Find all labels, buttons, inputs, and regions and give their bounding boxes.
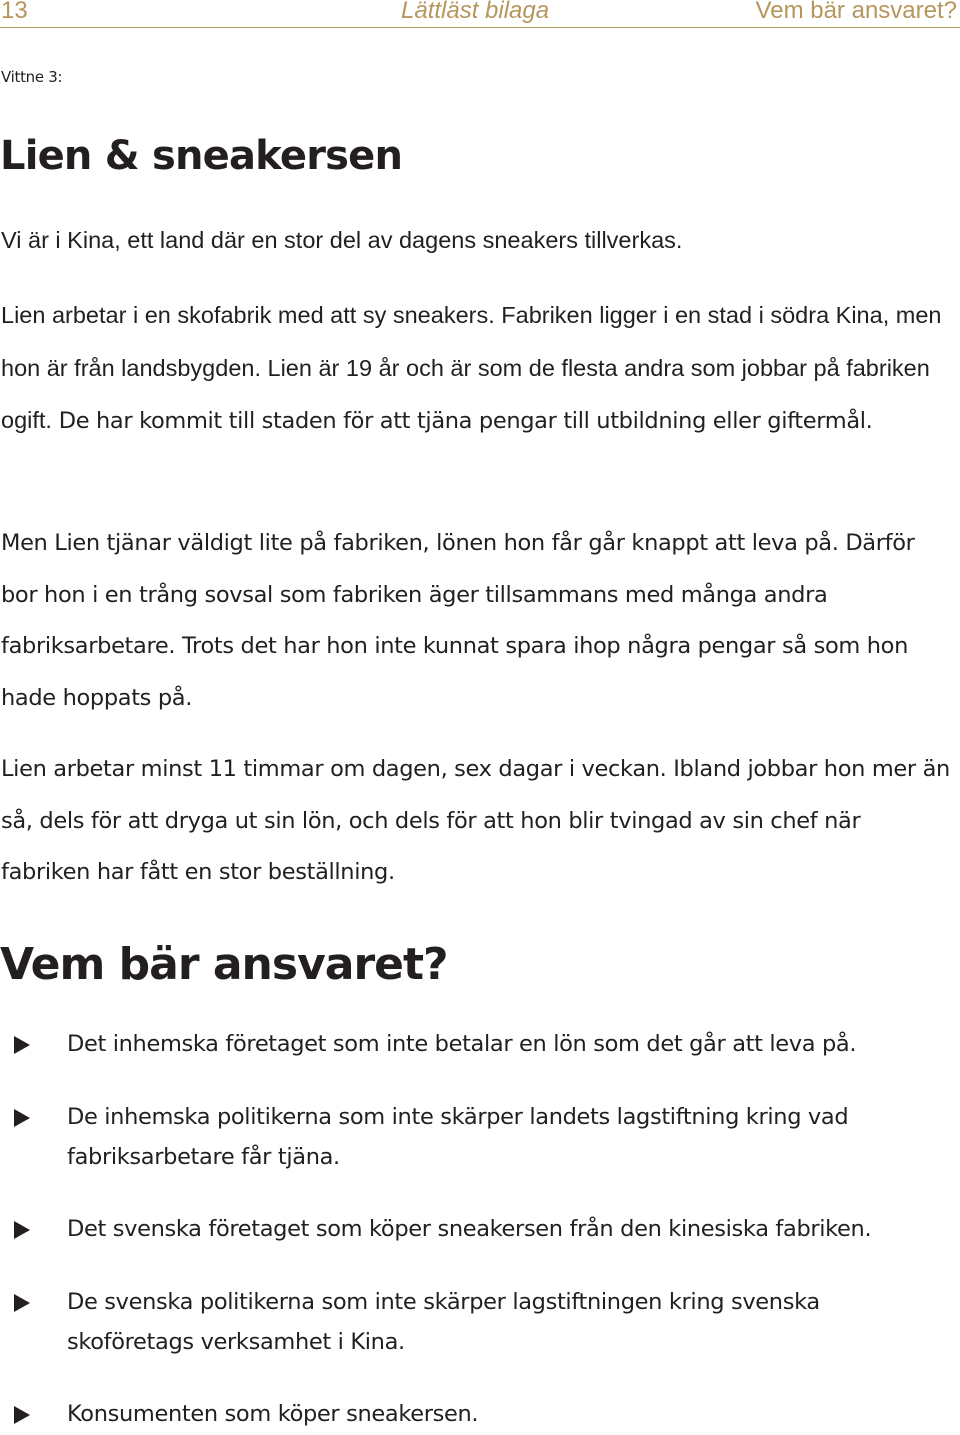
running-section-title: Vem bär ansvaret? bbox=[755, 0, 957, 24]
list-item-text: Konsumenten som köper sneakersen. bbox=[67, 1401, 479, 1427]
triangle-right-icon bbox=[14, 1406, 30, 1424]
page-number: 13 bbox=[1, 0, 28, 24]
page-header bbox=[0, 0, 960, 26]
story-paragraph-1 bbox=[1, 290, 951, 448]
intro-paragraph: Vi är i Kina, ett land där en stor del av dagens sneakers tillverkas. bbox=[1, 227, 683, 253]
triangle-right-icon bbox=[14, 1221, 30, 1239]
triangle-right-icon bbox=[14, 1294, 30, 1312]
header-divider bbox=[0, 27, 960, 28]
list-item-text: De svenska politikerna som inte skärper lagstiftningen kring svenska skoföretags verksamhet i Kina. bbox=[67, 1289, 820, 1355]
story-paragraph-3: Lien arbetar minst 11 timmar om dagen, sex dagar i veckan. Ibland jobbar hon mer än så, dels för att dryga ut sin lön, och dels för att hon blir tvingad av sin chef när fabriken har fått en stor beställning. bbox=[1, 756, 950, 885]
running-title: Lättläst bilaga bbox=[401, 0, 550, 24]
section-title: Vem bär ansvaret? bbox=[0, 939, 448, 990]
list-item-text: De inhemska politikerna som inte skärper landets lagstiftning kring vad fabriksarbetare får tjäna. bbox=[67, 1104, 849, 1170]
witness-label: Vittne 3: bbox=[1, 68, 63, 86]
triangle-right-icon bbox=[14, 1109, 30, 1127]
story-paragraph-1-rest: De har kommit till staden för att tjäna pengar till utbildning eller giftermål. bbox=[51, 408, 873, 434]
triangle-right-icon bbox=[14, 1036, 30, 1054]
list-item-text: Det svenska företaget som köper sneakersen från den kinesiska fabriken. bbox=[67, 1216, 872, 1242]
story-title: Lien & sneakersen bbox=[0, 133, 403, 179]
story-paragraph-1-lead: Lien arbetar i en skofabrik med att sy sneakers. Fabriken ligger i en stad i södra Kina, men hon är från landsbygden. Lien är 19 år och är som de flesta andra som jobbar på fabriken ogift. bbox=[1, 302, 942, 433]
story-paragraph-2: Men Lien tjänar väldigt lite på fabriken, lönen hon får går knappt att leva på. Därför bor hon i en trång sovsal som fabriken äger tillsammans med många andra fabriksarbetare. Trots det har hon inte kunnat spara ihop några pengar så som hon hade hoppats på. bbox=[1, 530, 915, 711]
list-item-text: Det inhemska företaget som inte betalar en lön som det går att leva på. bbox=[67, 1031, 857, 1057]
